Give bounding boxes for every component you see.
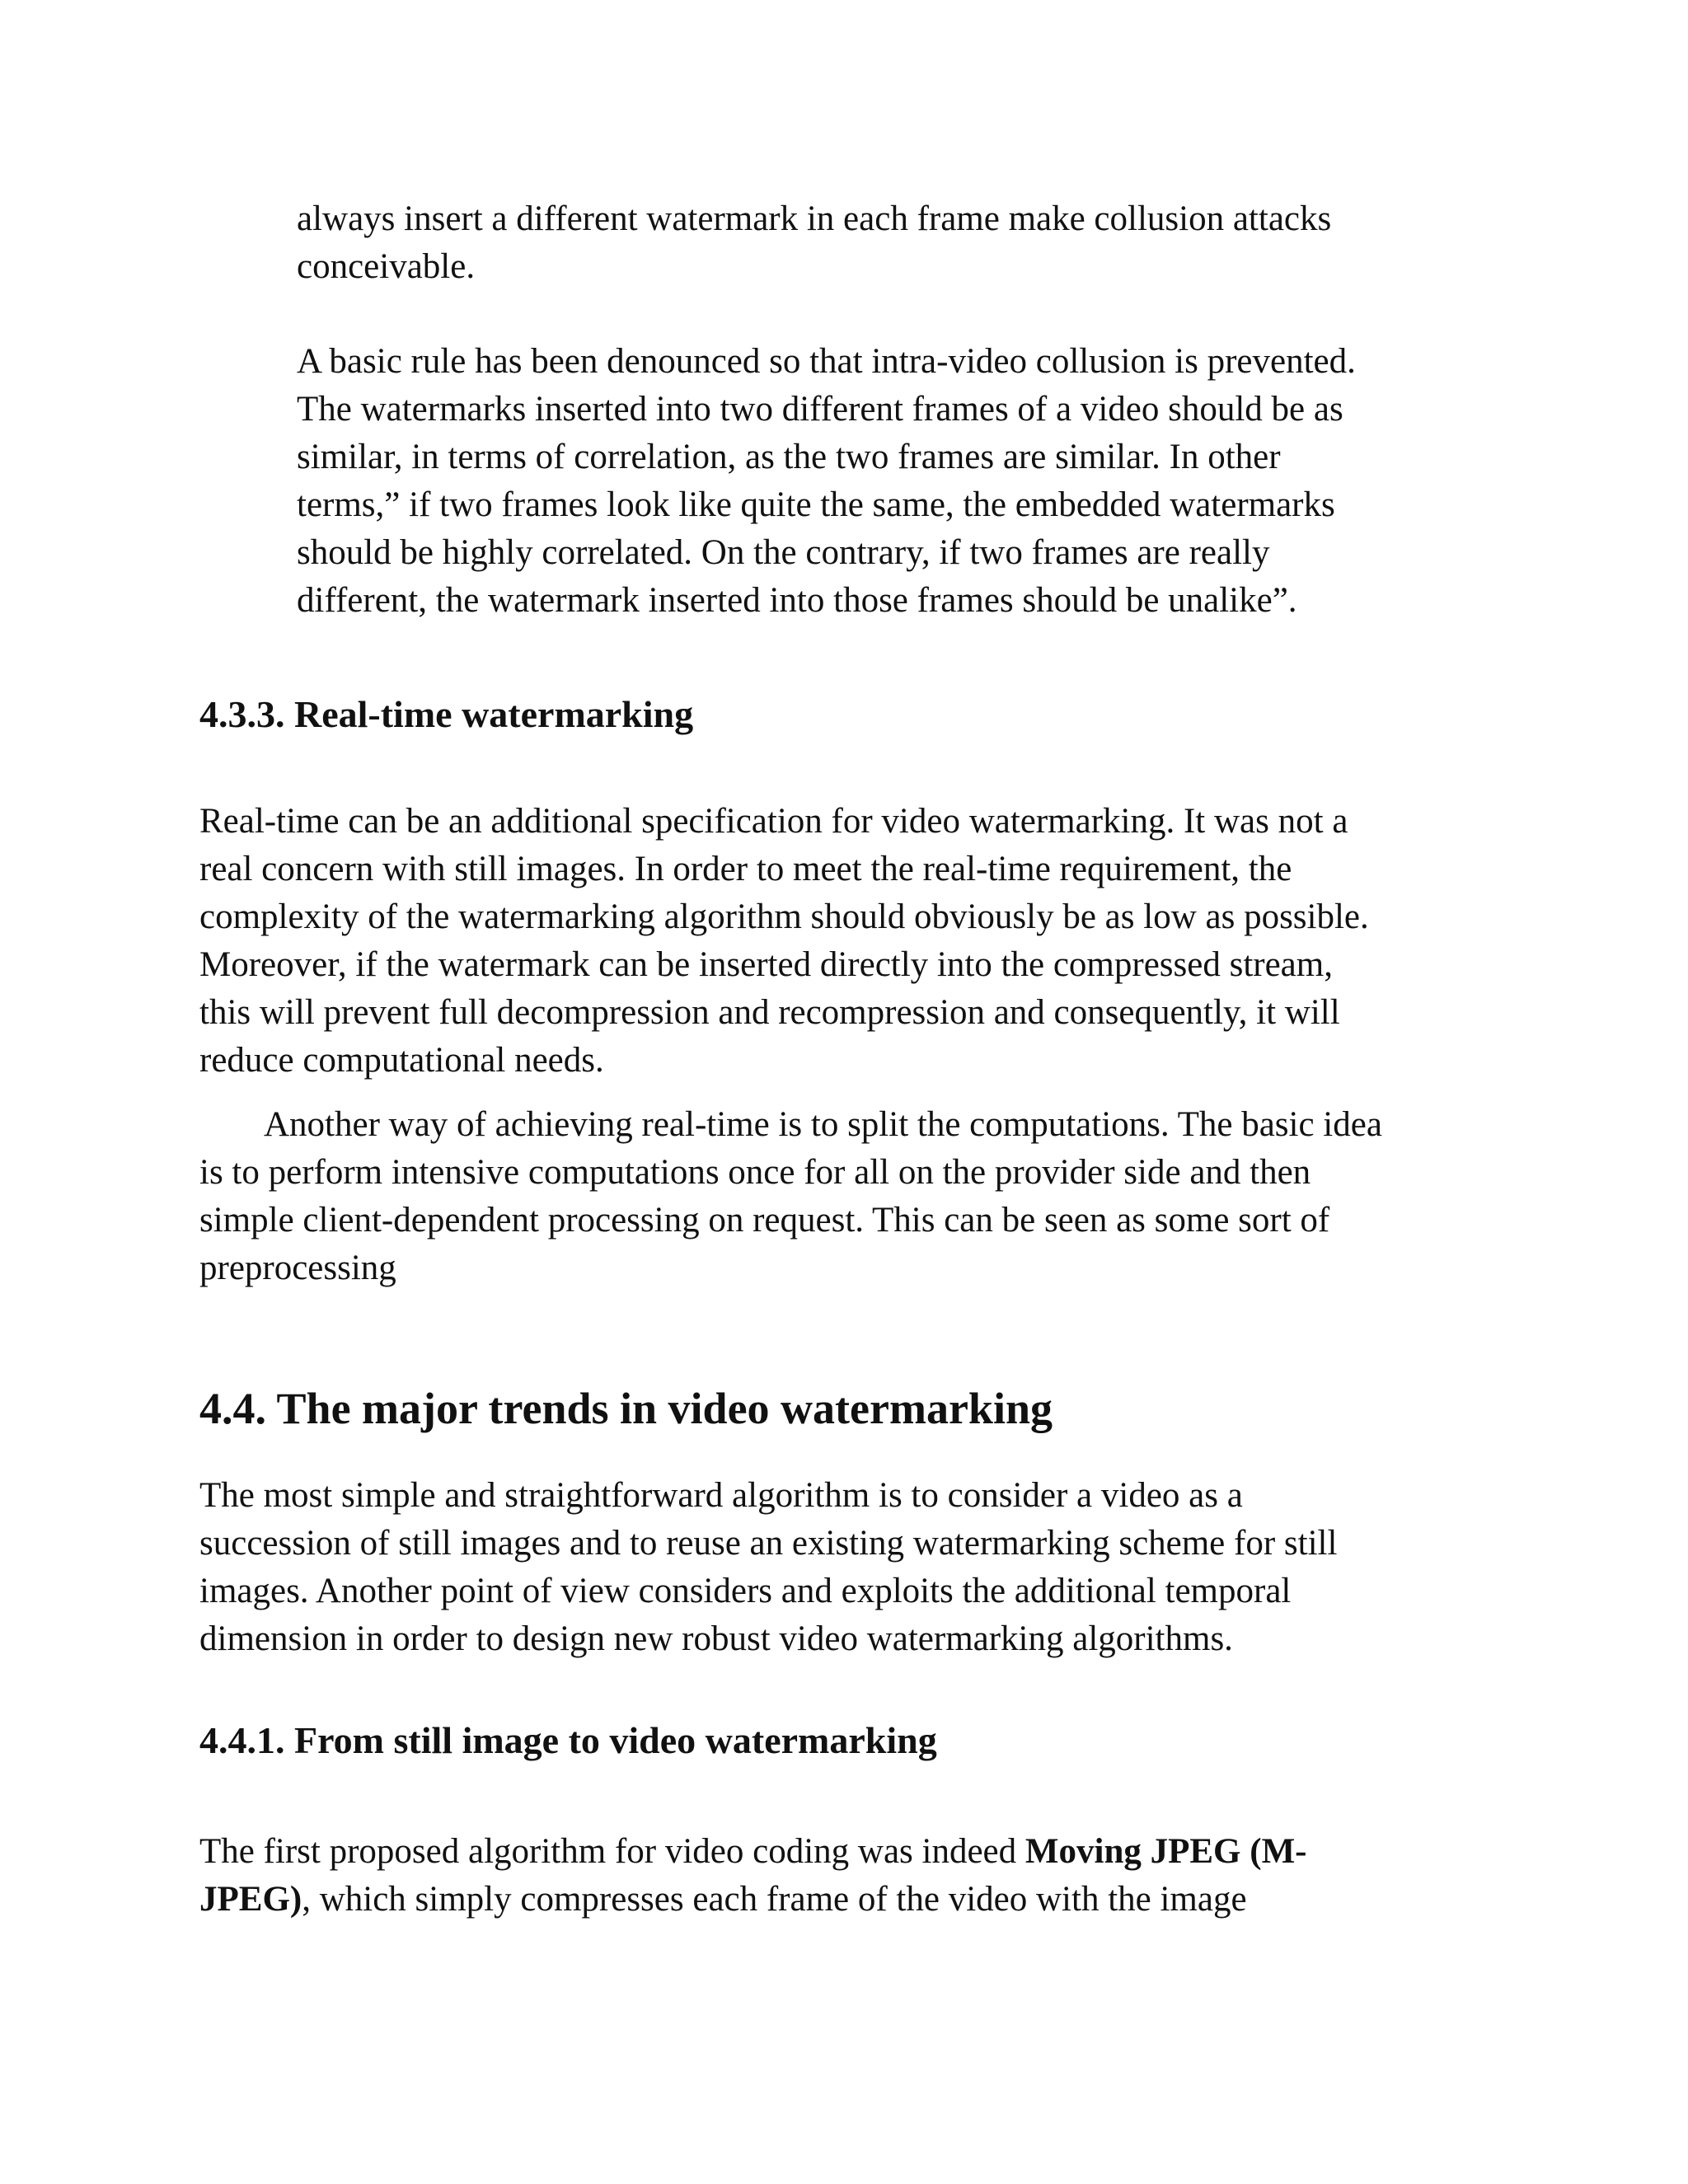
text-line: dimension in order to design new robust video watermarking algorithms. — [199, 1619, 1233, 1658]
text-line: complexity of the watermarking algorithm should obviously be as low as possible. — [199, 898, 1369, 936]
text-line: The most simple and straightforward algorithm is to consider a video as a — [199, 1476, 1243, 1515]
section-heading-4-4-1: 4.4.1. From still image to video watermarking — [199, 1719, 937, 1761]
section-4-4-1-paragraph — [199, 1828, 1306, 1924]
section-4-3-3-paragraph-1 — [199, 798, 1369, 1085]
text-line: Moreover, if the watermark can be inserted directly into the compressed stream, — [199, 945, 1333, 984]
bold-term: JPEG) — [199, 1880, 302, 1919]
section-4-4-paragraph — [199, 1472, 1337, 1663]
text-line: reduce computational needs. — [199, 1041, 604, 1080]
text-line: this will prevent full decompression and recompression and consequently, it will — [199, 993, 1340, 1032]
text-run: , which simply compresses each frame of the video with the image — [302, 1880, 1247, 1919]
text-line: preprocessing — [199, 1249, 396, 1287]
text-line: succession of still images and to reuse an existing watermarking scheme for still — [199, 1524, 1338, 1563]
intro-paragraph-1 — [297, 195, 1331, 291]
intro-paragraph-2 — [297, 338, 1356, 625]
text-line — [199, 1876, 1306, 1924]
text-line: A basic rule has been denounced so that intra-video collusion is prevented. — [297, 342, 1356, 381]
text-line: should be highly correlated. On the contrary, if two frames are really — [297, 533, 1270, 572]
section-heading-4-4: 4.4. The major trends in video watermarking — [199, 1384, 1053, 1433]
text-line: always insert a different watermark in each frame make collusion attacks — [297, 199, 1332, 238]
text-line: is to perform intensive computations once for all on the provider side and then — [199, 1153, 1311, 1192]
text-line: similar, in terms of correlation, as the two frames are similar. In other — [297, 438, 1281, 476]
text-line: images. Another point of view considers and exploits the additional temporal — [199, 1572, 1292, 1610]
text-line: Another way of achieving real-time is to split the computations. The basic idea — [264, 1105, 1382, 1144]
text-line: real concern with still images. In order to meet the real-time requirement, the — [199, 850, 1292, 888]
section-4-3-3-paragraph-2 — [199, 1101, 1382, 1292]
text-line: different, the watermark inserted into those frames should be unalike”. — [297, 581, 1297, 620]
text-line: simple client-dependent processing on request. This can be seen as some sort of — [199, 1201, 1330, 1240]
section-heading-4-3-3: 4.3.3. Real-time watermarking — [199, 693, 694, 735]
text-line: The watermarks inserted into two different frames of a video should be as — [297, 390, 1343, 429]
text-line: Real-time can be an additional specification for video watermarking. It was not a — [199, 802, 1348, 841]
text-line — [199, 1828, 1306, 1876]
text-line: terms,” if two frames look like quite the same, the embedded watermarks — [297, 485, 1335, 524]
text-line: conceivable. — [297, 247, 476, 286]
text-run: The first proposed algorithm for video coding was indeed — [199, 1832, 1025, 1871]
bold-term: Moving JPEG (M- — [1025, 1832, 1307, 1871]
